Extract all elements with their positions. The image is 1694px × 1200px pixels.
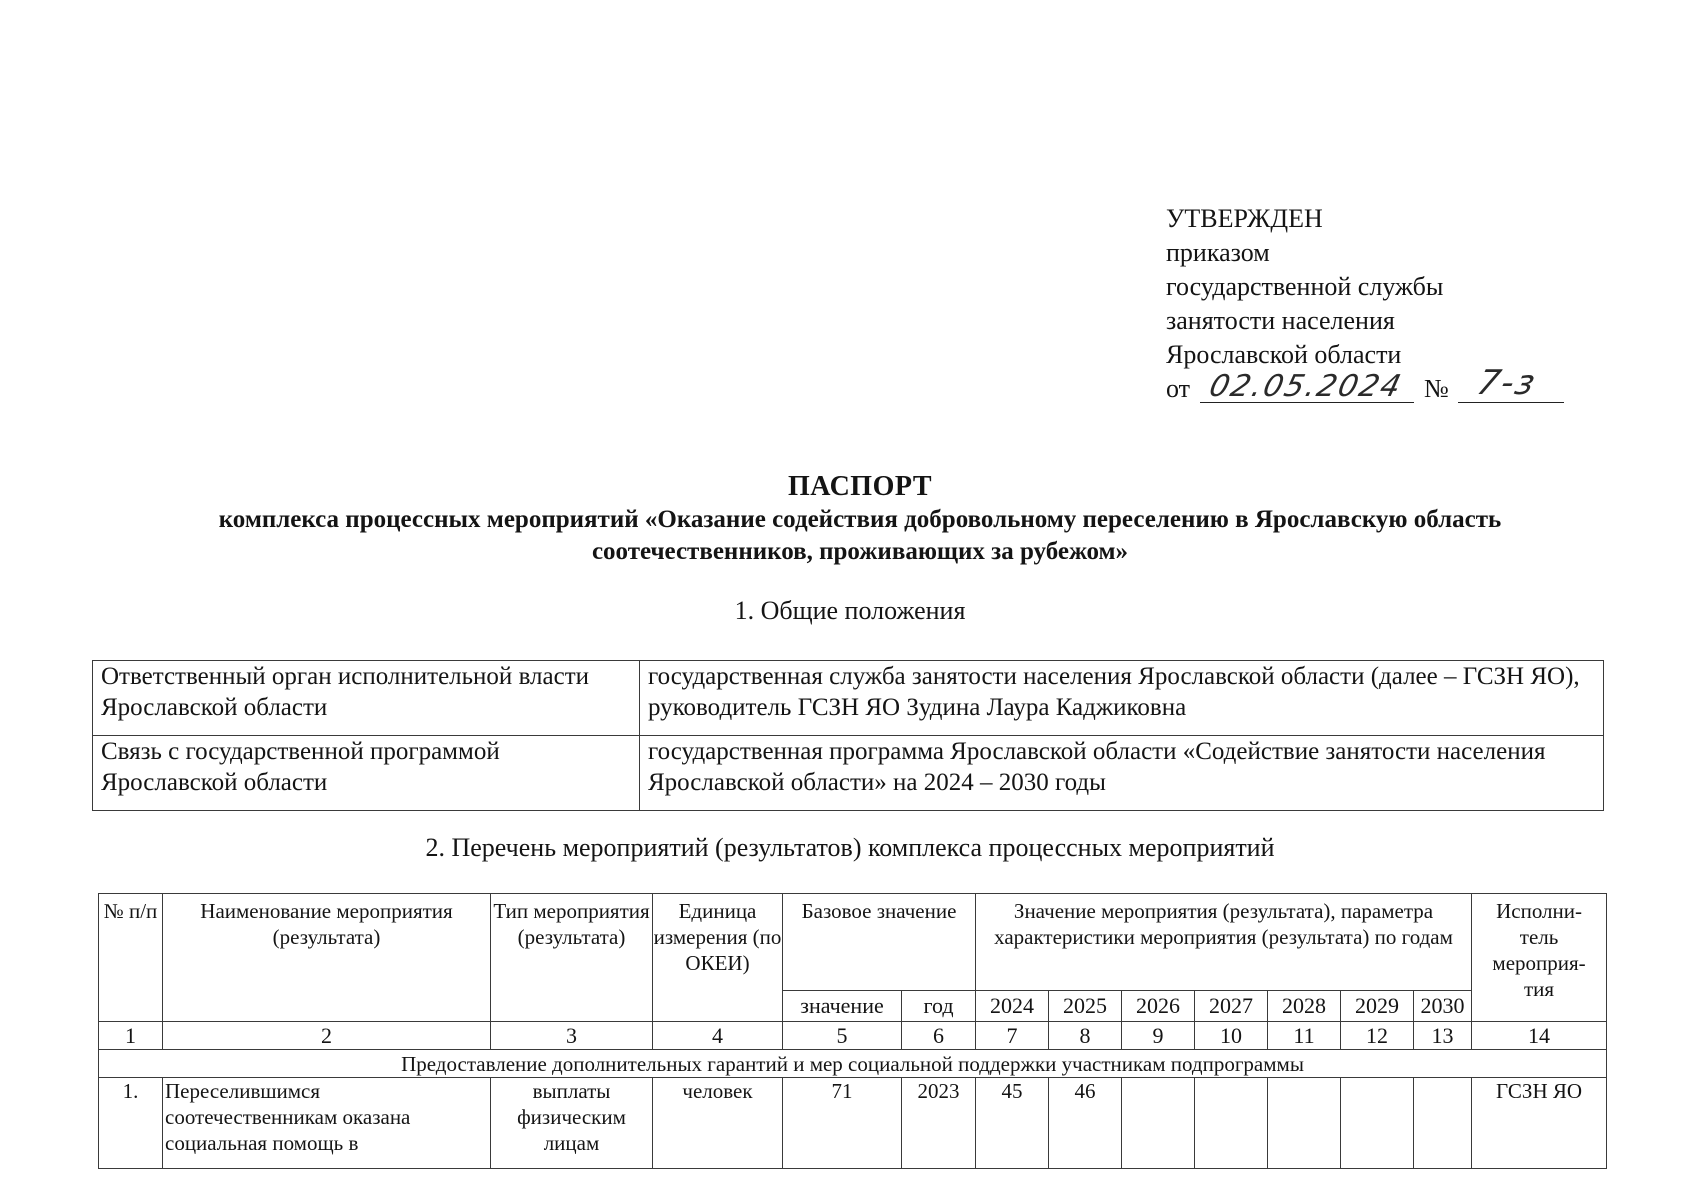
header-name: Наименование мероприятия (результата) [163,894,491,1022]
header-base-value: значение [783,991,902,1022]
approval-line: УТВЕРЖДЕН [1166,204,1323,233]
header-executor: Исполни-тель мероприя-тия [1472,894,1607,1022]
column-number: 4 [653,1022,783,1050]
events-table [98,893,1607,1169]
table-header-row [99,894,1607,991]
column-number: 5 [783,1022,902,1050]
cell-unit: человек [653,1078,783,1169]
header-year: 2030 [1414,991,1472,1022]
cell-type: выплаты физическим лицам [491,1078,653,1169]
approval-date-number-row [1166,363,1541,412]
handwritten-number: 7-з [1473,363,1541,403]
cell-y2029 [1341,1078,1414,1169]
table-cell-label: Связь с государственной программой Ярославской области [93,736,640,811]
header-num: № п/п [99,894,163,1022]
header-year: 2029 [1341,991,1414,1022]
header-base: Базовое значение [783,894,976,991]
column-number: 8 [1049,1022,1122,1050]
header-type: Тип мероприятия (результата) [491,894,653,1022]
cell-y2026 [1122,1078,1195,1169]
header-values: Значение мероприятия (результата), параметра характеристики мероприятия (результата) по годам [976,894,1472,991]
table-cell-value: государственная программа Ярославской области «Содействие занятости населения Ярославской области» на 2024 – 2030 годы [640,736,1604,811]
approval-line: приказом [1166,238,1270,267]
header-year: 2028 [1268,991,1341,1022]
header-year: 2025 [1049,991,1122,1022]
table-row [93,736,1604,811]
cell-name: Переселившимся соотечественникам оказана социальная помощь в [163,1078,491,1169]
table-row [93,661,1604,736]
approval-line: Ярославской области [1166,340,1402,369]
table-row [99,1078,1607,1169]
title-line-2: соотечественников, проживающих за рубежом» [591,538,1129,565]
group-title: Предоставление дополнительных гарантий и мер социальной поддержки участникам подпрограммы [99,1050,1607,1078]
column-number: 1 [99,1022,163,1050]
approval-stamp-block [1166,202,1541,412]
column-number: 14 [1472,1022,1607,1050]
column-number: 9 [1122,1022,1195,1050]
column-number: 3 [491,1022,653,1050]
approval-line: занятости населения [1166,306,1395,335]
header-unit: Единица измерения (по ОКЕИ) [653,894,783,1022]
column-number: 6 [902,1022,976,1050]
header-year: 2024 [976,991,1049,1022]
document-title [100,470,1620,568]
cell-y2030 [1414,1078,1472,1169]
column-number: 12 [1341,1022,1414,1050]
column-number: 10 [1195,1022,1268,1050]
title-heading: ПАСПОРТ [787,471,932,502]
cell-y2025: 46 [1049,1078,1122,1169]
table-cell-value: государственная служба занятости населения Ярославской области (далее – ГСЗН ЯО), руководитель ГСЗН ЯО Зудина Лаура Каджиковна [640,661,1604,736]
number-label: № [1424,374,1449,403]
cell-base-year: 2023 [902,1078,976,1169]
handwritten-date: 02.05.2024 [1205,369,1407,404]
column-number: 7 [976,1022,1049,1050]
column-number: 2 [163,1022,491,1050]
cell-num: 1. [99,1078,163,1169]
cell-base-value: 71 [783,1078,902,1169]
cell-y2028 [1268,1078,1341,1169]
column-number-row [99,1022,1607,1050]
column-number: 13 [1414,1022,1472,1050]
approval-line: государственной службы [1166,272,1444,301]
cell-y2024: 45 [976,1078,1049,1169]
title-line-1: комплекса процессных мероприятий «Оказание содействия добровольному переселению в Ярославскую область [218,506,1502,533]
group-row [99,1050,1607,1078]
column-number: 11 [1268,1022,1341,1050]
header-year: 2026 [1122,991,1195,1022]
general-provisions-table [92,660,1604,811]
section-1-title: 1. Общие положения [734,596,966,625]
table-cell-label: Ответственный орган исполнительной власти Ярославской области [93,661,640,736]
header-year: 2027 [1195,991,1268,1022]
header-base-year: год [902,991,976,1022]
cell-y2027 [1195,1078,1268,1169]
from-label: от [1166,374,1191,403]
section-2-title: 2. Перечень мероприятий (результатов) комплекса процессных мероприятий [425,833,1275,862]
cell-executor: ГСЗН ЯО [1472,1078,1607,1169]
